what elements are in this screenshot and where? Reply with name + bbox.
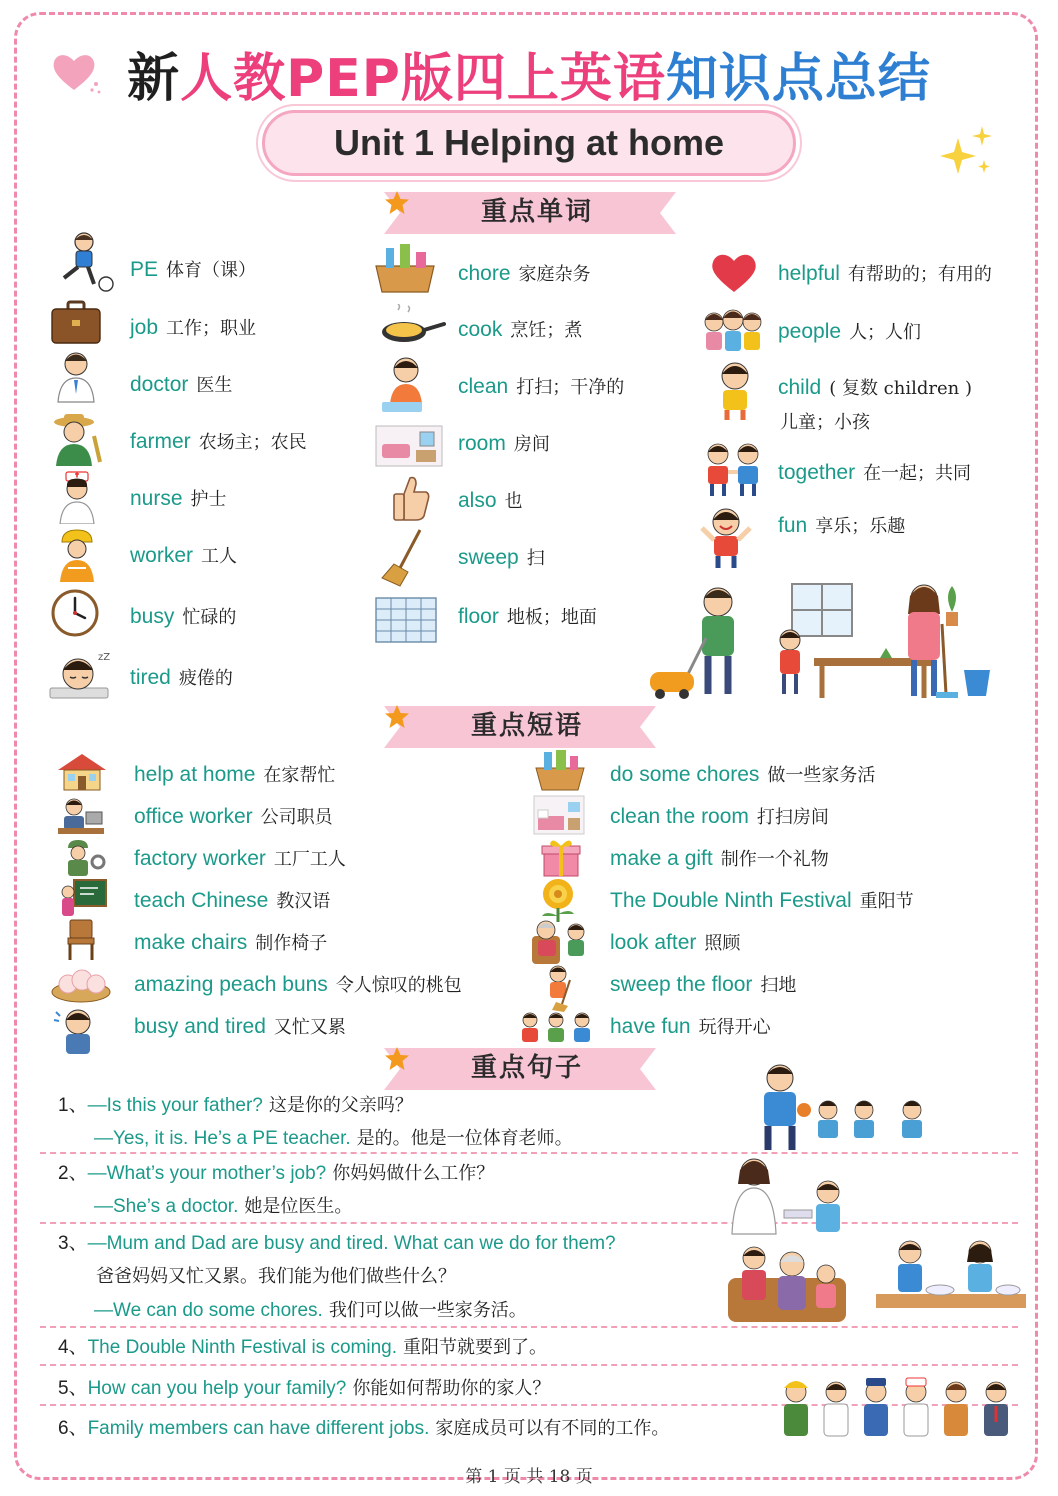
- phrase-double-ninth-festival: The Double Ninth Festival 重阳节: [610, 889, 914, 912]
- section-title-words: 重点单词: [480, 197, 593, 227]
- chrysanthemum-icon: [532, 876, 584, 922]
- fun-boy-icon: [698, 504, 754, 570]
- divider: [40, 1364, 1018, 1366]
- teacher-icon: [58, 878, 108, 918]
- thumbs-up-icon: [390, 474, 432, 522]
- word-clean: clean 打扫；干净的: [458, 375, 625, 398]
- cleaning-basket-icon: [372, 242, 438, 294]
- sentence-5: 5、How can you help your family? 你能如何帮助你的家人？: [58, 1378, 551, 1399]
- phrase-factory-worker: factory worker 工厂工人: [134, 847, 346, 870]
- washing-dishes-illustration: [874, 1238, 1028, 1314]
- page-footer: 第 1 页 共 18 页: [465, 1467, 593, 1487]
- tired-boy-icon: [48, 644, 114, 704]
- family-cleaning-illustration: [646, 574, 998, 702]
- word-tired: tired 疲倦的: [130, 666, 233, 689]
- sentence-6: 6、Family members can have different jobs. 家庭成员可以有不同的工作。: [58, 1418, 670, 1439]
- unit-title: Unit 1 Helping at home: [262, 110, 796, 176]
- word-child-meaning: 儿童；小孩: [780, 412, 870, 433]
- bedroom-icon: [532, 794, 586, 836]
- peach-buns-icon: [50, 962, 112, 1004]
- together-icon: [700, 440, 766, 498]
- sentence-2-answer: —She’s a doctor. 她是位医生。: [94, 1196, 353, 1217]
- sentence-1-answer: —Yes, it is. He’s a PE teacher. 是的。他是一位体育老师。: [94, 1128, 573, 1149]
- word-fun: fun 享乐；乐趣: [778, 514, 906, 537]
- doctor-mother-illustration: [724, 1154, 854, 1236]
- look-after-icon: [530, 918, 590, 968]
- word-busy: busy 忙碌的: [130, 605, 237, 628]
- phrase-busy-and-tired: busy and tired 又忙又累: [134, 1015, 346, 1038]
- sparkle-icon: [936, 122, 998, 182]
- word-people: people 人；人们: [778, 320, 922, 343]
- section-banner-words: [384, 190, 676, 236]
- divider: [40, 1326, 1018, 1328]
- section-banner-phrases: [384, 704, 656, 750]
- briefcase-icon: [50, 300, 102, 346]
- title-part-3: 知识点总结: [665, 49, 931, 109]
- sentence-3-question-cn: 爸爸妈妈又忙又累。我们能为他们做些什么？: [96, 1266, 456, 1287]
- sentence-1-question: 1、—Is this your father? 这是你的父亲吗？: [58, 1095, 413, 1116]
- word-also: also 也: [458, 489, 523, 512]
- broom-icon: [380, 528, 430, 588]
- section-title-sentences: 重点句子: [470, 1053, 583, 1083]
- doctor-icon: [52, 350, 100, 404]
- room-icon: [374, 424, 444, 468]
- word-together: together 在一起；共同: [778, 461, 972, 484]
- factory-worker-icon: [58, 838, 108, 878]
- sentence-3-question: 3、—Mum and Dad are busy and tired. What can we do for them?: [58, 1233, 616, 1254]
- word-room: room 房间: [458, 432, 550, 455]
- cleaning-girl-icon: [376, 354, 436, 414]
- phrase-help-at-home: help at home 在家帮忙: [134, 763, 336, 786]
- svg-text:zZ: zZ: [98, 652, 111, 663]
- frying-pan-icon: [380, 304, 446, 348]
- nurse-icon: [54, 470, 100, 524]
- phrase-make-a-gift: make a gift 制作一个礼物: [610, 847, 829, 870]
- sentence-3-answer: —We can do some chores. 我们可以做一些家务活。: [94, 1300, 527, 1321]
- sentence-2-question: 2、—What’s your mother’s job? 你妈妈做什么工作？: [58, 1163, 495, 1184]
- grandparents-illustration: [726, 1238, 848, 1328]
- word-job: job 工作；职业: [130, 316, 257, 339]
- chores-basket-icon: [532, 748, 588, 792]
- section-banner-sentences: [384, 1046, 656, 1092]
- gift-icon: [540, 836, 582, 878]
- people-icon: [700, 306, 766, 352]
- title-part-1: 新: [127, 49, 181, 109]
- phrase-look-after: look after 照顾: [610, 931, 741, 954]
- busy-boy-icon: [50, 1004, 102, 1056]
- office-worker-icon: [56, 796, 106, 836]
- word-helpful: helpful 有帮助的；有用的: [778, 262, 992, 285]
- clock-icon: [50, 588, 100, 638]
- phrase-sweep-the-floor: sweep the floor 扫地: [610, 973, 797, 996]
- phrase-clean-the-room: clean the room 打扫房间: [610, 805, 829, 828]
- soccer-boy-icon: [50, 230, 116, 292]
- sentence-4: 4、The Double Ninth Festival is coming. 重阳节就要到了。: [58, 1337, 547, 1358]
- word-cook: cook 烹饪；煮: [458, 318, 583, 341]
- word-worker: worker 工人: [130, 544, 238, 567]
- child-icon: [712, 360, 758, 422]
- farmer-icon: [50, 412, 104, 466]
- phrase-office-worker: office worker 公司职员: [134, 805, 333, 828]
- pe-teacher-illustration: [740, 1062, 940, 1152]
- floor-tiles-icon: [374, 596, 438, 644]
- word-floor: floor 地板；地面: [458, 605, 597, 628]
- word-doctor: doctor 医生: [130, 373, 233, 396]
- divider: [40, 1152, 1018, 1154]
- word-child: child ( 复数 children ): [778, 376, 972, 399]
- section-title-phrases: 重点短语: [470, 711, 583, 741]
- divider: [40, 1222, 1018, 1224]
- word-farmer: farmer 农场主；农民: [130, 430, 307, 453]
- chair-icon: [64, 918, 98, 962]
- sweeping-icon: [542, 964, 576, 1012]
- phrase-amazing-peach-buns: amazing peach buns 令人惊叹的桃包: [134, 973, 462, 996]
- phrase-teach-chinese: teach Chinese 教汉语: [134, 889, 331, 912]
- heart-icon: [710, 250, 758, 294]
- word-pe: PE 体育（课）: [130, 258, 257, 281]
- phrase-have-fun: have fun 玩得开心: [610, 1015, 771, 1038]
- jobs-people-illustration: [778, 1372, 1028, 1440]
- word-sweep: sweep 扫: [458, 546, 545, 569]
- kids-fun-icon: [518, 1010, 594, 1044]
- phrase-make-chairs: make chairs 制作椅子: [134, 931, 328, 954]
- word-nurse: nurse 护士: [130, 487, 227, 510]
- worker-icon: [54, 528, 100, 582]
- title-part-2: 人教PEP版四上英语: [180, 49, 666, 109]
- house-icon: [56, 752, 108, 792]
- word-chore: chore 家庭杂务: [458, 262, 591, 285]
- phrase-do-some-chores: do some chores 做一些家务活: [610, 763, 876, 786]
- page-title: [0, 36, 1058, 111]
